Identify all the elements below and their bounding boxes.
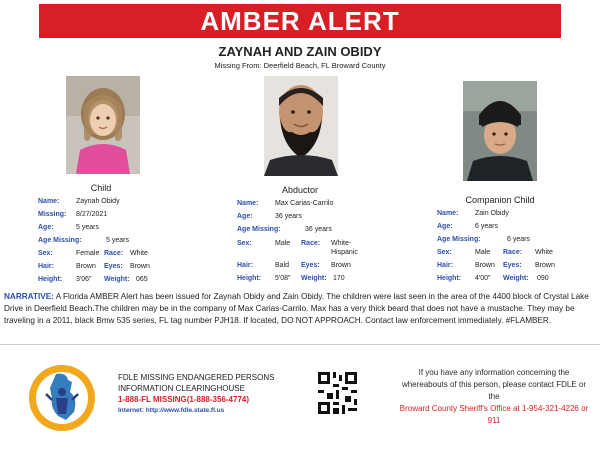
label: Sex: <box>38 250 53 257</box>
label: Eyes: <box>503 262 522 269</box>
label: Race: <box>104 250 124 257</box>
abductor-race-line2: Hispanic <box>331 249 358 256</box>
label: Age: <box>437 223 453 230</box>
companion-eyes: Brown <box>535 262 555 269</box>
label: Age Missing: <box>237 226 281 233</box>
abductor-name: Max Carias-Carrilo <box>275 200 334 207</box>
label: Name: <box>237 200 259 207</box>
companion-age: 6 years <box>475 223 498 230</box>
companion-heading: Companion Child <box>465 195 535 205</box>
fdle-org-line1: FDLE MISSING ENDANGERED PERSONS <box>118 373 275 382</box>
label: Age: <box>237 213 253 220</box>
child-race: White <box>130 250 148 257</box>
label: Height: <box>237 275 262 282</box>
narrative <box>4 291 598 327</box>
fdle-org-line2: INFORMATION CLEARINGHOUSE <box>118 384 245 393</box>
child-eyes: Brown <box>130 263 150 270</box>
abductor-height: 5'08" <box>275 275 291 282</box>
label: Missing: <box>38 211 67 218</box>
label: Hair: <box>38 263 54 270</box>
abductor-photo <box>264 76 338 176</box>
fdle-clearinghouse-logo <box>26 358 98 438</box>
companion-age-missing: 6 years <box>507 236 530 243</box>
companion-name: Zain Obidy <box>475 210 509 217</box>
abductor-sex: Male <box>275 240 291 247</box>
abductor-age-missing: 36 years <box>305 226 332 233</box>
label: Sex: <box>437 249 452 256</box>
missing-from-location: Missing From: Deerfield Beach, FL Broward County <box>214 61 386 70</box>
label: Name: <box>437 210 459 217</box>
child-height: 3'06" <box>76 276 92 283</box>
contact-line3: the <box>488 392 500 401</box>
label: Sex: <box>237 240 252 247</box>
label: Weight: <box>301 275 327 282</box>
companion-weight: 090 <box>537 275 549 282</box>
child-sex: Female <box>76 250 100 257</box>
child-age-missing: 5 years <box>106 237 129 244</box>
fdle-contact-block <box>118 372 274 416</box>
emergency-number: 911 <box>487 416 501 425</box>
label: Age Missing: <box>437 236 481 243</box>
label: Hair: <box>437 262 453 269</box>
contact-line1: If you have any information concerning the <box>418 368 570 377</box>
child-heading: Child <box>90 183 112 193</box>
label: Name: <box>38 198 60 205</box>
label: Eyes: <box>301 262 320 269</box>
label: Height: <box>437 275 462 282</box>
narrative-label: NARRATIVE: <box>4 292 54 301</box>
abductor-age: 36 years <box>275 213 302 220</box>
sheriff-contact: Broward County Sheriff's Office at 1-954-321-4226 or <box>399 404 589 413</box>
fdle-internet-link[interactable]: Internet: http://www.fdle.state.fl.us <box>118 407 225 414</box>
label: Age Missing: <box>38 237 82 244</box>
contact-instructions <box>388 367 600 427</box>
abductor-eyes: Brown <box>331 262 351 269</box>
narrative-text: A Florida AMBER Alert has been issued for Zaynah Obidy and Zain Obidy. The children were last seen in the area of the 4400 block of Crystal Lake Drive in Deerfield Beach.The children may be in the company of Max Carias-Carrilo. Max has a very thick beard that does not have a mustache. They may be traveling in a 2011, black Bmw 535 series, FL tag number PJH18. If located, DO NOT APPROACH. Contact law enforcement immediately. #FLAMBER. <box>4 292 589 325</box>
child-age: 5 years <box>76 224 99 231</box>
abductor-race-line1: White- <box>331 240 352 247</box>
label: Weight: <box>503 275 529 282</box>
contact-line2: whereabouts of this person, please contact FDLE or <box>401 380 587 389</box>
label: Weight: <box>104 276 130 283</box>
qr-code[interactable] <box>318 372 357 414</box>
fdle-phone: 1-888-FL MISSING(1-888-356-4774) <box>118 395 250 404</box>
child-weight: 065 <box>136 276 148 283</box>
label: Race: <box>301 240 321 247</box>
missing-names-title: ZAYNAH AND ZAIN OBIDY <box>218 44 382 59</box>
companion-race: White <box>535 249 553 256</box>
companion-height: 4'00" <box>475 275 491 282</box>
label: Eyes: <box>104 263 123 270</box>
abductor-weight: 170 <box>333 275 345 282</box>
child-hair: Brown <box>76 263 96 270</box>
label: Height: <box>38 276 63 283</box>
child-missing-date: 8/27/2021 <box>76 211 108 218</box>
child-photo <box>66 76 140 174</box>
companion-hair: Brown <box>475 262 495 269</box>
label: Hair: <box>237 262 253 269</box>
child-name: Zaynah Obidy <box>76 198 120 205</box>
abductor-heading: Abductor <box>281 185 319 195</box>
companion-child-photo <box>463 81 537 181</box>
abductor-hair: Bald <box>275 262 290 269</box>
amber-alert-banner: AMBER ALERT <box>39 4 561 38</box>
label: Age: <box>38 224 54 231</box>
label: Race: <box>503 249 523 256</box>
companion-sex: Male <box>475 249 491 256</box>
footer-divider <box>0 344 600 345</box>
